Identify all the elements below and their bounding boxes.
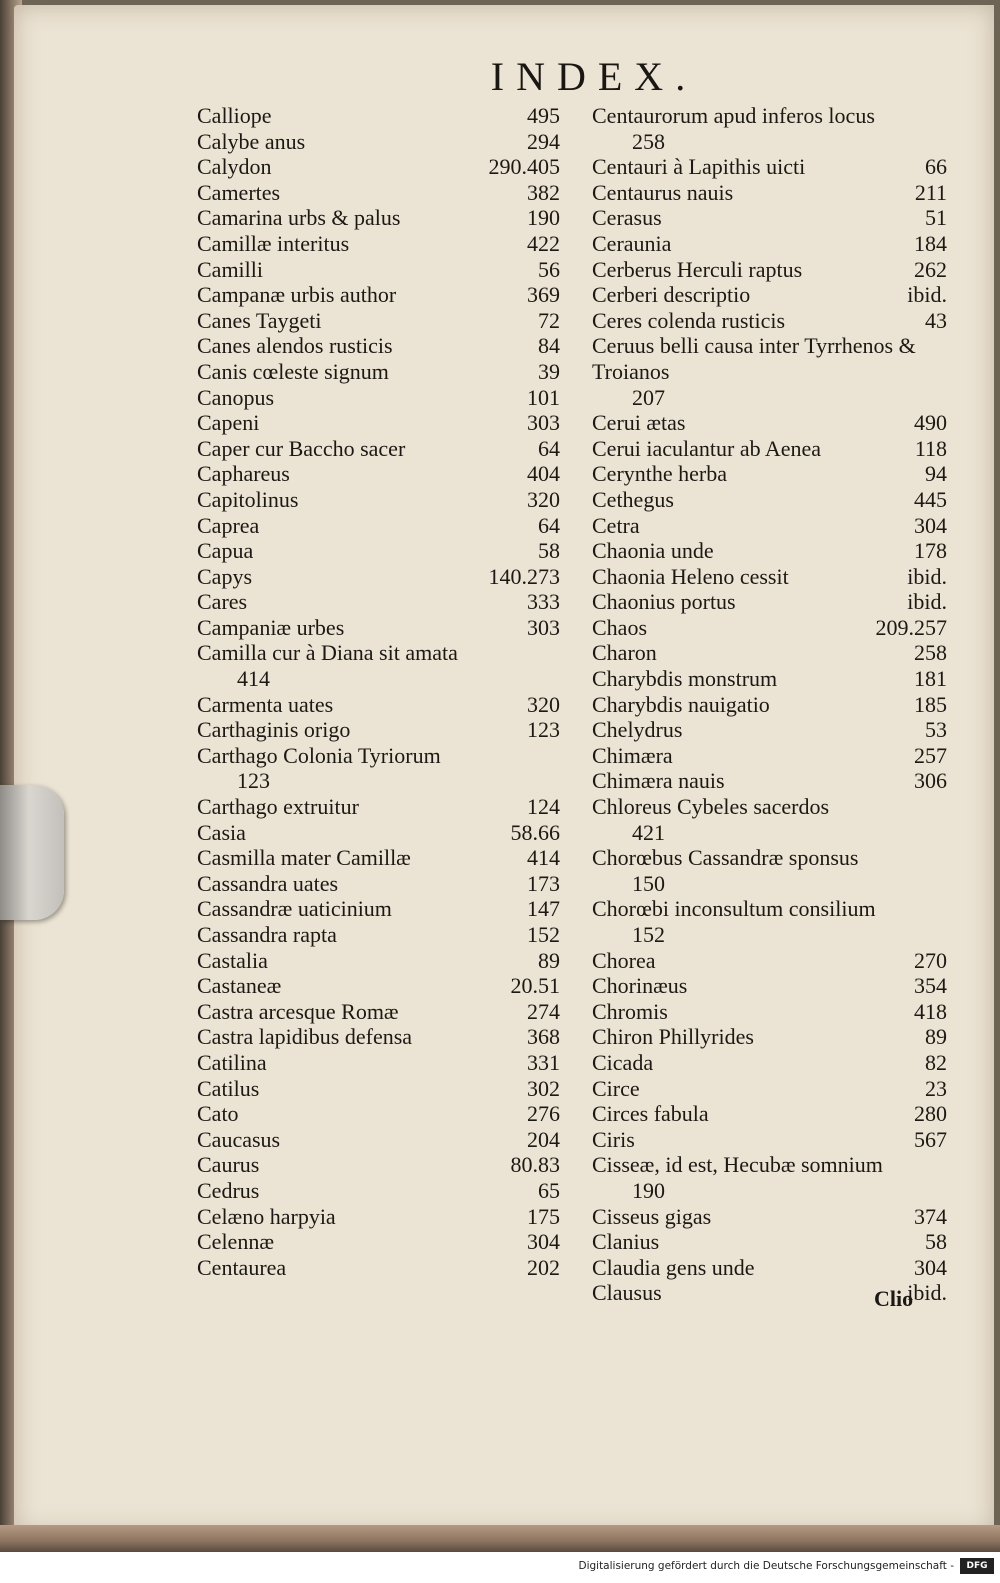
index-entry: [197, 922, 560, 948]
page-reference: ibid.: [907, 1280, 947, 1306]
index-entry: [592, 1255, 947, 1281]
index-term: Calybe anus: [197, 128, 306, 154]
index-entry: [592, 692, 947, 718]
index-entry: [592, 666, 947, 692]
page-reference: 140.273: [488, 563, 560, 589]
page-reference: 333: [527, 589, 560, 615]
index-entry: [197, 589, 560, 615]
page-reference: ibid.: [907, 563, 947, 589]
index-term: Caurus: [197, 1152, 260, 1178]
page-reference: 190: [632, 1177, 665, 1203]
page-reference: 178: [914, 538, 947, 564]
index-entry: [592, 103, 947, 154]
page-reference: 89: [925, 1024, 947, 1050]
index-entry: [197, 999, 560, 1025]
index-term: Canopus: [197, 384, 274, 410]
index-term: Chaos: [592, 614, 647, 640]
page-reference: 368: [527, 1024, 560, 1050]
index-column-right: [592, 103, 947, 1306]
page-reference: 89: [538, 947, 560, 973]
index-term: Ceraunia: [592, 230, 672, 256]
index-entry: [592, 794, 947, 845]
index-term: Castra arcesque Romæ: [197, 998, 399, 1024]
index-term: Claudia gens unde: [592, 1254, 755, 1280]
index-entry: [197, 564, 560, 590]
index-term: Clausus: [592, 1280, 662, 1306]
page-reference: 320: [527, 486, 560, 512]
index-entry: [592, 487, 947, 513]
index-entry: [592, 896, 947, 947]
index-entry: [592, 1076, 947, 1102]
page-reference: ibid.: [907, 589, 947, 615]
page-reference: 354: [914, 973, 947, 999]
index-term: Caper cur Baccho sacer: [197, 435, 406, 461]
index-entry: [197, 1255, 560, 1281]
page-reference: 124: [527, 794, 560, 820]
index-entry: [592, 564, 947, 590]
page-reference: 304: [527, 1229, 560, 1255]
index-term: Calliope: [197, 103, 272, 128]
index-term: Carthaginis origo: [197, 717, 351, 743]
index-entry: [197, 1076, 560, 1102]
index-term: Canis cœleste signum: [197, 358, 389, 384]
index-term: Chelydrus: [592, 717, 683, 743]
index-entry: [592, 1050, 947, 1076]
page-reference: 58: [925, 1229, 947, 1255]
page-reference: 39: [538, 358, 560, 384]
index-term: Chimæra nauis: [592, 768, 725, 794]
index-entry: [197, 640, 560, 691]
index-term: Capitolinus: [197, 486, 299, 512]
page-reference: 152: [632, 922, 665, 947]
page-reference: 306: [914, 768, 947, 794]
index-entry: [197, 538, 560, 564]
index-entry: [197, 129, 560, 155]
index-entry: [592, 973, 947, 999]
index-entry: [197, 1178, 560, 1204]
index-entry: [197, 1204, 560, 1230]
index-entry: [197, 461, 560, 487]
index-term: Celæno harpyia: [197, 1203, 336, 1229]
page-reference: 123: [527, 717, 560, 743]
index-term: Chorinæus: [592, 973, 688, 999]
page-heading: INDEX.: [490, 54, 698, 99]
index-entry: [197, 333, 560, 359]
index-entry: [197, 257, 560, 283]
index-term: Cethegus: [592, 486, 674, 512]
index-term: Campaniæ urbes: [197, 614, 345, 640]
index-entry: [592, 410, 947, 436]
index-entry: [592, 1204, 947, 1230]
page-reference: 290.405: [488, 154, 560, 180]
page-reference: 209.257: [875, 614, 947, 640]
index-entry: [197, 410, 560, 436]
index-term: Centauri à Lapithis uicti: [592, 154, 806, 180]
index-entry: [197, 896, 560, 922]
index-entry: [592, 1024, 947, 1050]
index-term: Cato: [197, 1101, 239, 1127]
index-entry: [592, 513, 947, 539]
index-term: Capua: [197, 538, 254, 564]
index-entry: [592, 205, 947, 231]
index-term: Camilli: [197, 256, 263, 282]
index-entry: [197, 871, 560, 897]
index-term: Circes fabula: [592, 1101, 709, 1127]
index-term: Caucasus: [197, 1126, 281, 1152]
index-term: Cares: [197, 589, 248, 615]
index-entry: [592, 180, 947, 206]
index-entry: [592, 640, 947, 666]
page-reference: 20.51: [510, 973, 560, 999]
page-reference: 414: [527, 845, 560, 871]
index-term: Centaurea: [197, 1254, 287, 1280]
page-reference: ibid.: [907, 282, 947, 308]
index-entry: [592, 154, 947, 180]
index-term: Camilla cur à Diana sit amata: [197, 640, 458, 666]
index-term: Ceres colenda rusticis: [592, 307, 786, 333]
index-entry: [592, 538, 947, 564]
index-entry: [197, 794, 560, 820]
page-reference: 257: [914, 742, 947, 768]
index-term: Ceruus belli causa inter Tyrrhenos & Troianos: [592, 333, 916, 384]
index-term: Carthago extruitur: [197, 794, 359, 820]
index-term: Camillæ interitus: [197, 230, 350, 256]
index-entry: [592, 1101, 947, 1127]
index-term: Cicada: [592, 1049, 654, 1075]
index-entry: [592, 768, 947, 794]
page-reference: 258: [914, 640, 947, 666]
page-reference: 331: [527, 1049, 560, 1075]
index-term: Cerberus Herculi raptus: [592, 256, 803, 282]
index-term: Ciris: [592, 1126, 635, 1152]
index-entry: [592, 615, 947, 641]
page-reference: 84: [538, 333, 560, 359]
index-term: Canes Taygeti: [197, 307, 322, 333]
page-reference: 445: [914, 486, 947, 512]
index-entry: [197, 359, 560, 385]
index-term: Cerasus: [592, 205, 662, 231]
footer-bar: [0, 1552, 1000, 1583]
index-term: Charybdis monstrum: [592, 666, 778, 692]
page-reference: 304: [914, 1254, 947, 1280]
index-entry: [592, 333, 947, 410]
index-term: Capys: [197, 563, 252, 589]
index-entry: [592, 1152, 947, 1203]
index-term: Cerynthe herba: [592, 461, 727, 487]
index-term: Casia: [197, 819, 246, 845]
index-term: Cerui ætas: [592, 410, 686, 436]
index-term: Carthago Colonia Tyriorum: [197, 742, 441, 768]
page-reference: 58: [538, 538, 560, 564]
index-entry: [592, 282, 947, 308]
index-term: Castra lapidibus defensa: [197, 1024, 413, 1050]
page-reference: 280: [914, 1101, 947, 1127]
index-term: Canes alendos rusticis: [197, 333, 393, 359]
index-term: Charybdis nauigatio: [592, 691, 770, 717]
page-reference: 422: [527, 230, 560, 256]
index-entry: [197, 743, 560, 794]
index-column-left: [197, 103, 560, 1280]
page-reference: 270: [914, 947, 947, 973]
index-entry: [197, 973, 560, 999]
page-reference: 490: [914, 410, 947, 436]
page-reference: 567: [914, 1126, 947, 1152]
page-reference: 262: [914, 256, 947, 282]
index-term: Chaonius portus: [592, 589, 736, 615]
page-reference: 123: [237, 768, 270, 794]
index-term: Chiron Phillyrides: [592, 1024, 754, 1050]
index-entry: [592, 308, 947, 334]
index-entry: [197, 487, 560, 513]
index-entry: [197, 385, 560, 411]
index-entry: [197, 513, 560, 539]
page-reference: 64: [538, 435, 560, 461]
index-entry: [197, 308, 560, 334]
page-reference: 185: [914, 691, 947, 717]
index-entry: [197, 615, 560, 641]
page-reference: 190: [527, 205, 560, 231]
index-entry: [592, 717, 947, 743]
index-entry: [197, 231, 560, 257]
index-entry: [197, 948, 560, 974]
index-term: Chimæra: [592, 742, 673, 768]
index-term: Cerui iaculantur ab Aenea: [592, 435, 822, 461]
index-term: Cisseus gigas: [592, 1203, 712, 1229]
index-term: Chorea: [592, 947, 656, 973]
page-reference: 65: [538, 1177, 560, 1203]
index-term: Centaurus nauis: [592, 179, 734, 205]
index-term: Cassandra rapta: [197, 922, 337, 947]
page-reference: 204: [527, 1126, 560, 1152]
index-entry: [592, 1127, 947, 1153]
page-reference: 101: [527, 384, 560, 410]
index-term: Camertes: [197, 179, 281, 205]
index-term: Cetra: [592, 512, 640, 538]
index-term: Centaurorum apud inferos locus: [592, 103, 875, 128]
index-term: Celennæ: [197, 1229, 274, 1255]
page-reference: 414: [237, 666, 270, 692]
index-entry: [592, 743, 947, 769]
index-term: Cassandræ uaticinium: [197, 896, 392, 922]
page-reference: 495: [527, 103, 560, 128]
page-holder-clip: [0, 785, 64, 920]
index-entry: [197, 845, 560, 871]
index-term: Campanæ urbis author: [197, 282, 397, 308]
index-term: Chaonia unde: [592, 538, 714, 564]
index-entry: [197, 180, 560, 206]
index-entry: [592, 948, 947, 974]
index-term: Capeni: [197, 410, 260, 436]
page-reference: 150: [632, 870, 665, 896]
index-entry: [592, 461, 947, 487]
page-reference: 152: [527, 922, 560, 947]
index-term: Chorœbi inconsultum consilium: [592, 896, 876, 922]
index-term: Chromis: [592, 998, 668, 1024]
catchword: Clio: [874, 1286, 914, 1311]
page-reference: 175: [527, 1203, 560, 1229]
index-term: Castaneæ: [197, 973, 282, 999]
page-reference: 53: [925, 717, 947, 743]
page-reference: 118: [914, 435, 947, 461]
index-term: Cedrus: [197, 1177, 260, 1203]
index-entry: [197, 103, 560, 129]
page-reference: 276: [527, 1101, 560, 1127]
page-reference: 56: [538, 256, 560, 282]
page-reference: 184: [914, 230, 947, 256]
page-reference: 80.83: [510, 1152, 560, 1178]
page-reference: 181: [914, 666, 947, 692]
page-reference: 43: [925, 307, 947, 333]
index-entry: [197, 154, 560, 180]
page-reference: 294: [527, 128, 560, 154]
page-reference: 304: [914, 512, 947, 538]
index-entry: [197, 1152, 560, 1178]
index-term: Circe: [592, 1075, 640, 1101]
index-entry: [197, 820, 560, 846]
index-entry: [197, 1229, 560, 1255]
page-reference: 421: [632, 819, 665, 845]
page-reference: 82: [925, 1049, 947, 1075]
page-reference: 320: [527, 691, 560, 717]
index-entry: [197, 717, 560, 743]
index-term: Camarina urbs & palus: [197, 205, 401, 231]
index-entry: [197, 692, 560, 718]
index-entry: [592, 257, 947, 283]
page-reference: 303: [527, 410, 560, 436]
page-reference: 64: [538, 512, 560, 538]
index-entry: [197, 1024, 560, 1050]
page-reference: 302: [527, 1075, 560, 1101]
index-term: Chorœbus Cassandræ sponsus: [592, 845, 859, 871]
index-entry: [197, 205, 560, 231]
dfg-logo-icon: DFG: [960, 1558, 994, 1574]
page-reference: 303: [527, 614, 560, 640]
index-term: Chloreus Cybeles sacerdos: [592, 794, 830, 820]
page-reference: 369: [527, 282, 560, 308]
index-term: Cisseæ, id est, Hecubæ somnium: [592, 1152, 883, 1178]
page-reference: 274: [527, 998, 560, 1024]
index-entry: [592, 845, 947, 896]
page-reference: 404: [527, 461, 560, 487]
page-reference: 51: [925, 205, 947, 231]
page-reference: 94: [925, 461, 947, 487]
index-entry: [197, 282, 560, 308]
index-term: Cerberi descriptio: [592, 282, 751, 308]
page-reference: 58.66: [510, 819, 560, 845]
page-reference: 258: [632, 128, 665, 154]
index-entry: [592, 589, 947, 615]
index-term: Caphareus: [197, 461, 290, 487]
index-entry: [197, 1127, 560, 1153]
index-term: Calydon: [197, 154, 272, 180]
page-reference: 202: [527, 1254, 560, 1280]
page-reference: 23: [925, 1075, 947, 1101]
index-entry: [592, 436, 947, 462]
index-entry: [592, 1229, 947, 1255]
page-reference: 382: [527, 179, 560, 205]
index-entry: [592, 999, 947, 1025]
page-reference: 147: [527, 896, 560, 922]
funding-credit: Digitalisierung gefördert durch die Deutsche Forschungsgemeinschaft -: [578, 1560, 954, 1572]
index-term: Catilus: [197, 1075, 260, 1101]
index-entry: [197, 1050, 560, 1076]
page-reference: 207: [632, 384, 665, 410]
index-term: Carmenta uates: [197, 691, 334, 717]
book-page: [14, 5, 994, 1533]
index-term: Charon: [592, 640, 657, 666]
index-term: Cassandra uates: [197, 870, 339, 896]
index-term: Casmilla mater Camillæ: [197, 845, 411, 871]
book-bottom-edge: [0, 1525, 1000, 1552]
page-reference: 72: [538, 307, 560, 333]
page-reference: 211: [914, 179, 947, 205]
page-reference: 374: [914, 1203, 947, 1229]
index-entry: [592, 231, 947, 257]
page-reference: 173: [527, 870, 560, 896]
index-term: Chaonia Heleno cessit: [592, 563, 789, 589]
index-term: Castalia: [197, 947, 268, 973]
index-entry: [197, 436, 560, 462]
page-reference: 418: [914, 998, 947, 1024]
index-term: Caprea: [197, 512, 260, 538]
index-term: Clanius: [592, 1229, 660, 1255]
index-term: Catilina: [197, 1049, 267, 1075]
index-entry: [197, 1101, 560, 1127]
page-reference: 66: [925, 154, 947, 180]
